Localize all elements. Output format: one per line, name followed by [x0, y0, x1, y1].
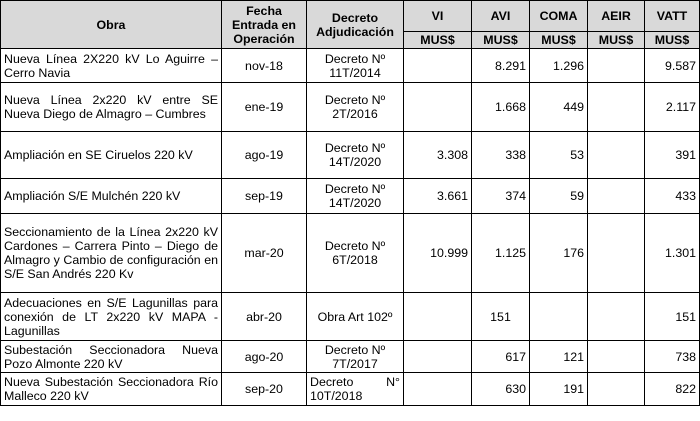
cell-aeir [588, 179, 645, 214]
cell-vatt: 433 [645, 179, 700, 214]
cell-aeir [588, 49, 645, 83]
cell-aeir [588, 83, 645, 132]
table-row [1, 214, 700, 293]
cell-avi: 151 [472, 293, 530, 341]
cell-coma: 59 [530, 179, 588, 214]
table-row [1, 341, 700, 373]
cell-vatt: 822 [645, 373, 700, 406]
cell-fecha: sep-20 [222, 373, 307, 406]
header-obra: Obra [1, 1, 222, 49]
cell-obra: Ampliación en SE Ciruelos 220 kV [1, 132, 222, 179]
header-vatt: VATT [645, 1, 700, 32]
cell-fecha: sep-19 [222, 179, 307, 214]
table-row [1, 83, 700, 132]
cell-vi [404, 373, 472, 406]
table-row [1, 293, 700, 341]
table-row [1, 132, 700, 179]
cell-avi: 374 [472, 179, 530, 214]
cell-vi [404, 83, 472, 132]
cell-vi [404, 341, 472, 373]
cell-avi: 617 [472, 341, 530, 373]
cell-decreto: Decreto Nº 14T/2020 [307, 132, 404, 179]
cell-avi: 1.668 [472, 83, 530, 132]
cell-vatt: 738 [645, 341, 700, 373]
header-decreto: Decreto Adjudicación [307, 1, 404, 49]
cell-aeir [588, 214, 645, 293]
cell-aeir [588, 341, 645, 373]
unit-vatt: MUS$ [645, 32, 700, 49]
header-fecha: Fecha Entrada en Operación [222, 1, 307, 49]
cell-obra: Seccionamiento de la Línea 2x220 kV Cardones – Carrera Pinto – Diego de Almagro y Cambio de configuración en S/E San Andrés 220 Kv [1, 214, 222, 293]
cell-decreto: Obra Art 102º [307, 293, 404, 341]
cell-decreto: Decreto Nº 14T/2020 [307, 179, 404, 214]
cell-fecha: ago-19 [222, 132, 307, 179]
cell-vi [404, 49, 472, 83]
header-avi: AVI [472, 1, 530, 32]
cell-obra: Ampliación S/E Mulchén 220 kV [1, 179, 222, 214]
cell-vatt: 151 [645, 293, 700, 341]
cell-coma: 121 [530, 341, 588, 373]
header-vi: VI [404, 1, 472, 32]
unit-coma: MUS$ [530, 32, 588, 49]
cell-aeir [588, 293, 645, 341]
cell-aeir [588, 373, 645, 406]
cell-coma [530, 293, 588, 341]
cell-obra: Nueva Subestación Seccionadora Río Malleco 220 kV [1, 373, 222, 406]
cell-avi: 630 [472, 373, 530, 406]
cell-coma: 191 [530, 373, 588, 406]
cell-vi: 3.661 [404, 179, 472, 214]
cell-vatt: 2.117 [645, 83, 700, 132]
cell-fecha: mar-20 [222, 214, 307, 293]
cell-decreto: Decreto Nº 11T/2014 [307, 49, 404, 83]
cell-vatt: 9.587 [645, 49, 700, 83]
cell-decreto: Decreto Nº 6T/2018 [307, 214, 404, 293]
cell-obra: Subestación Seccionadora Nueva Pozo Almonte 220 kV [1, 341, 222, 373]
unit-vi: MUS$ [404, 32, 472, 49]
cell-fecha: ene-19 [222, 83, 307, 132]
cell-fecha: nov-18 [222, 49, 307, 83]
header-aeir: AEIR [588, 1, 645, 32]
unit-avi: MUS$ [472, 32, 530, 49]
cell-obra: Nueva Línea 2X220 kV Lo Aguirre – Cerro Navia [1, 49, 222, 83]
cell-avi: 8.291 [472, 49, 530, 83]
cell-decreto: Decreto N° 10T/2018 [307, 373, 404, 406]
cell-fecha: ago-20 [222, 341, 307, 373]
table-row [1, 373, 700, 406]
cell-obra: Adecuaciones en S/E Lagunillas para conexión de LT 2x220 kV MAPA - Lagunillas [1, 293, 222, 341]
cell-vi [404, 293, 472, 341]
cell-fecha: abr-20 [222, 293, 307, 341]
cell-vatt: 391 [645, 132, 700, 179]
table-row [1, 49, 700, 83]
cell-avi: 1.125 [472, 214, 530, 293]
unit-aeir: MUS$ [588, 32, 645, 49]
cell-obra: Nueva Línea 2x220 kV entre SE Nueva Diego de Almagro – Cumbres [1, 83, 222, 132]
cell-coma: 176 [530, 214, 588, 293]
cell-vi: 3.308 [404, 132, 472, 179]
cell-vi: 10.999 [404, 214, 472, 293]
cell-coma: 449 [530, 83, 588, 132]
cell-coma: 1.296 [530, 49, 588, 83]
cell-avi: 338 [472, 132, 530, 179]
cell-coma: 53 [530, 132, 588, 179]
cell-decreto: Decreto Nº 2T/2016 [307, 83, 404, 132]
header-coma: COMA [530, 1, 588, 32]
cell-aeir [588, 132, 645, 179]
cell-decreto: Decreto Nº 7T/2017 [307, 341, 404, 373]
table-row [1, 179, 700, 214]
cell-vatt: 1.301 [645, 214, 700, 293]
